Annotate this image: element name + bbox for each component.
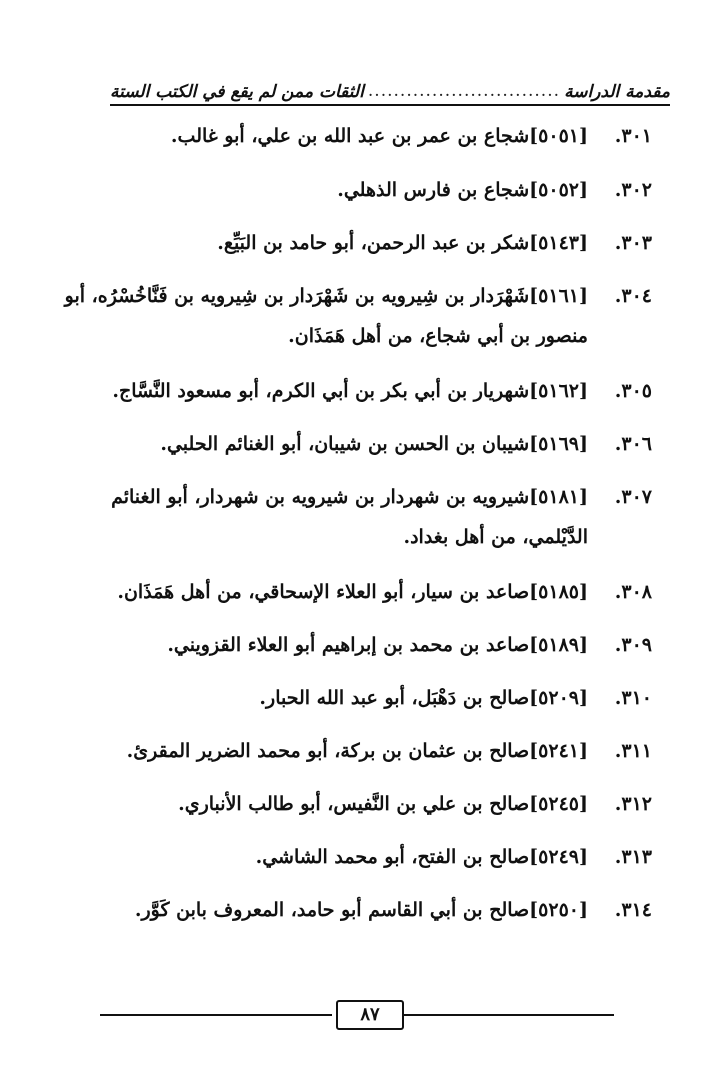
list-item — [0, 678, 708, 731]
header-rule — [110, 104, 670, 106]
entry-text: [٥١٨٥]صاعد بن سيار، أبو العلاء الإسحاقي، من أهل هَمَذَان. — [117, 581, 588, 603]
entry-text: [٥٢٤٥]صالح بن علي بن النَّفيس، أبو طالب الأنباري. — [178, 793, 588, 815]
entry-number: ٣١٠. — [614, 687, 652, 709]
list-item — [0, 223, 708, 276]
list-item — [0, 276, 708, 371]
entry-text: [٥١٦٢]شهريار بن أبي بكر بن أبي الكرم، أبو مسعود النَّسَّاج. — [112, 380, 588, 402]
list-item — [0, 837, 708, 890]
list-item — [0, 371, 708, 424]
running-header — [110, 72, 670, 102]
entry-number: ٣٠٣. — [614, 232, 652, 254]
list-item — [0, 890, 708, 943]
footer-rule-right — [404, 1014, 614, 1016]
entry-text: [٥١٦٩]شيبان بن الحسن بن شيبان، أبو الغنائم الحلبي. — [160, 433, 588, 455]
header-section-title: مقدمة الدراسة — [564, 82, 670, 102]
list-item — [0, 477, 708, 572]
entry-number: ٣١١. — [614, 740, 652, 762]
entry-number: ٣٠٦. — [614, 433, 652, 455]
list-item — [0, 625, 708, 678]
entry-text: [٥٢٤١]صالح بن عثمان بن بركة، أبو محمد الضرير المقرئ. — [126, 740, 588, 762]
list-item — [0, 116, 708, 170]
entry-number: ٣٠٨. — [614, 581, 652, 603]
list-item — [0, 572, 708, 625]
entry-number: ٣٠٤. — [614, 285, 652, 307]
list-item — [0, 424, 708, 477]
entry-text: [٥٠٥١]شجاع بن عمر بن عبد الله بن علي، أبو غالب. — [170, 125, 588, 147]
list-item — [0, 731, 708, 784]
entry-text: [٥٢٠٩]صالح بن دَهْبَل، أبو عبد الله الحبار. — [259, 687, 588, 709]
entry-number: ٣٠٧. — [614, 486, 652, 508]
entry-text: [٥٢٥٠]صالح بن أبي القاسم أبو حامد، المعروف بابن كَوَّر. — [134, 899, 588, 921]
list-item — [0, 784, 708, 837]
entry-number: ٣١٣. — [614, 846, 652, 868]
header-book-title: الثقات ممن لم يقع في الكتب الستة — [110, 82, 364, 102]
entry-number: ٣١٤. — [614, 899, 652, 921]
entry-list — [0, 116, 708, 943]
entry-text: [٥١٤٣]شكر بن عبد الرحمن، أبو حامد بن البَيِّع. — [217, 232, 588, 254]
entry-text: [٥١٨١]شيرويه بن شهردار بن شيرويه بن شهردار، أبو الغنائم الدَّيْلمي، من أهل بغداد. — [111, 486, 588, 548]
entry-text: [٥١٨٩]صاعد بن محمد بن إبراهيم أبو العلاء القزويني. — [167, 634, 588, 656]
entry-number: ٣٠٥. — [614, 380, 652, 402]
header-dot-leader: .............................. — [367, 81, 561, 101]
entry-number: ٣٠٢. — [614, 179, 652, 201]
page-footer — [100, 1000, 614, 1030]
list-item — [0, 170, 708, 223]
entry-text: [٥٢٤٩]صالح بن الفتح، أبو محمد الشاشي. — [255, 846, 588, 868]
entry-text: [٥٠٥٢]شجاع بن فارس الذهلي. — [337, 179, 588, 201]
entry-text: [٥١٦١]شَهْرَدار بن شِيرويه بن شَهْرَدار بن شِيرويه بن فَنَّاخُسْرُه، أبو منصور بن أبي شجاع، من أهل هَمَذَان. — [64, 285, 588, 347]
entry-number: ٣٠٩. — [614, 634, 652, 656]
entry-number: ٣١٢. — [614, 793, 652, 815]
page-number: ٨٧ — [336, 1000, 404, 1030]
entry-number: ٣٠١. — [614, 125, 652, 147]
footer-rule-left — [100, 1014, 332, 1016]
